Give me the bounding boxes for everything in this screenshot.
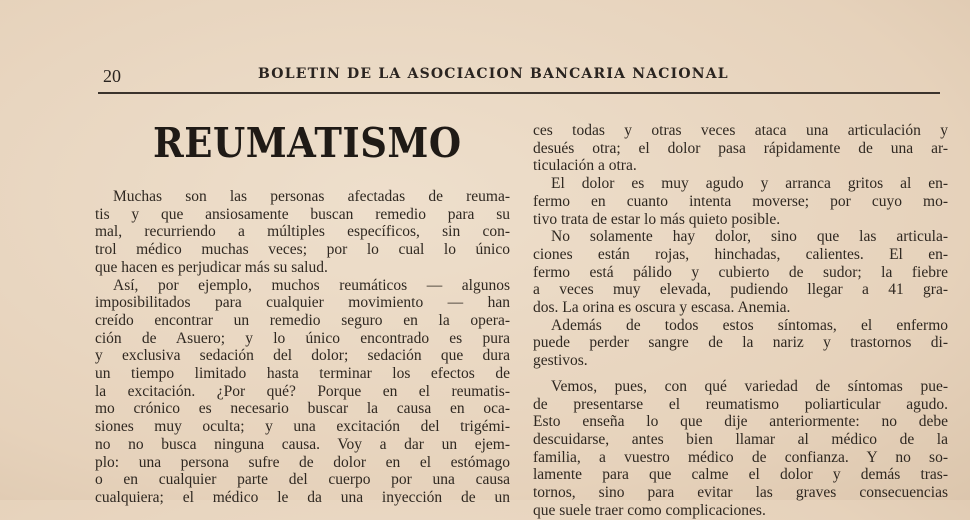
- right-column-line: ces todas y otras veces ataca una articulación y: [533, 122, 948, 139]
- left-column-line: y exclusiva sedación del dolor; sedación que dura: [95, 347, 510, 365]
- article-title: REUMATISMO: [153, 118, 462, 168]
- right-column-line: Vemos, pues, con qué variedad de síntomas pue-: [551, 377, 948, 395]
- left-column-line: mal, recurriendo a múltiples específicos, sin con-: [95, 223, 510, 241]
- right-column-line: ciones están rojas, hinchadas, calientes. El en-: [533, 245, 948, 263]
- left-column-line: creído encontrar un remedio seguro en la opera-: [95, 311, 510, 329]
- right-column-line: tivo trata de estar lo más quieto posible.: [533, 210, 781, 228]
- left-column-line: imposibilitados para cualquier movimiento — han: [95, 294, 510, 312]
- left-column-line: mo crónico es necesario buscar la causa en oca-: [95, 400, 510, 418]
- running-head: BOLETIN DE LA ASOCIACION BANCARIA NACIONAL: [258, 66, 729, 82]
- right-column-line: gestivos.: [533, 352, 588, 370]
- right-column-line: fermo está pálido y cubierto de sudor; la fiebre: [533, 263, 948, 281]
- right-column-line: tornos, sino para evitar las graves consecuencias: [533, 484, 948, 501]
- left-column-line: tis y que ansiosamente buscan remedio para su: [95, 205, 510, 223]
- right-column-line: fermo en cuanto intenta moverse; por cuyo mo-: [533, 192, 948, 210]
- right-column-line: descuidarse, antes bien llamar al médico de la: [533, 430, 948, 448]
- right-column-line: lamente para que calme el dolor y demás tras-: [533, 466, 948, 484]
- left-column-line: trol médico muchas veces; por lo cual lo único: [95, 241, 510, 259]
- left-column-line: cualquiera; el médico le da una inyección de un: [95, 488, 510, 506]
- right-column-line: puede perder sangre de la nariz y trastornos di-: [533, 334, 948, 352]
- right-column-line: No solamente hay dolor, sino que las articula-: [551, 228, 948, 246]
- left-column-line: ción de Asuero; y lo único encontrado es pura: [95, 329, 510, 347]
- left-column-line: Muchas son las personas afectadas de reuma-: [113, 188, 510, 205]
- left-column-line: siones muy oculta; y una excitación del trigémi-: [95, 418, 510, 436]
- left-column-line: o en cualquier parte del cuerpo por una causa: [95, 471, 510, 489]
- left-column-line: no no busca ninguna causa. Voy a dar un ejem-: [95, 435, 510, 453]
- right-column-line: El dolor es muy agudo y arranca gritos al en-: [551, 175, 948, 193]
- right-column-line: Esto enseña lo que dije anteriormente: no debe: [533, 413, 948, 431]
- header-rule: [98, 92, 940, 94]
- left-column-line: la excitación. ¿Por qué? Porque en el reumatis-: [95, 382, 510, 400]
- page-number: 20: [103, 66, 121, 86]
- left-column-line: Así, por ejemplo, muchos reumáticos — algunos: [113, 276, 510, 294]
- right-column-line: desués otra; el dolor pasa rápidamente de una ar-: [533, 139, 948, 157]
- right-column-line: de presentarse el reumatismo poliarticular agudo.: [533, 395, 948, 413]
- right-column-line: Además de todos estos síntomas, el enfermo: [551, 316, 948, 334]
- left-column-line: plo: una persona sufre de dolor en el estómago: [95, 453, 510, 471]
- left-column-line: que hacen es perjudicar más su salud.: [95, 258, 328, 276]
- right-column-line: que suele traer como complicaciones.: [533, 501, 766, 519]
- right-column-line: familia, a vuestro médico de confianza. Y no so-: [533, 448, 948, 466]
- right-column-line: dos. La orina es oscura y escasa. Anemia.: [533, 299, 791, 316]
- page-header: [0, 0, 970, 100]
- right-column-line: a veces muy elevada, pudiendo llegar a 41 gra-: [533, 281, 948, 299]
- right-column-line: ticulación a otra.: [533, 157, 637, 175]
- left-column-line: un tiempo limitado hasta terminar los efectos de: [95, 365, 510, 382]
